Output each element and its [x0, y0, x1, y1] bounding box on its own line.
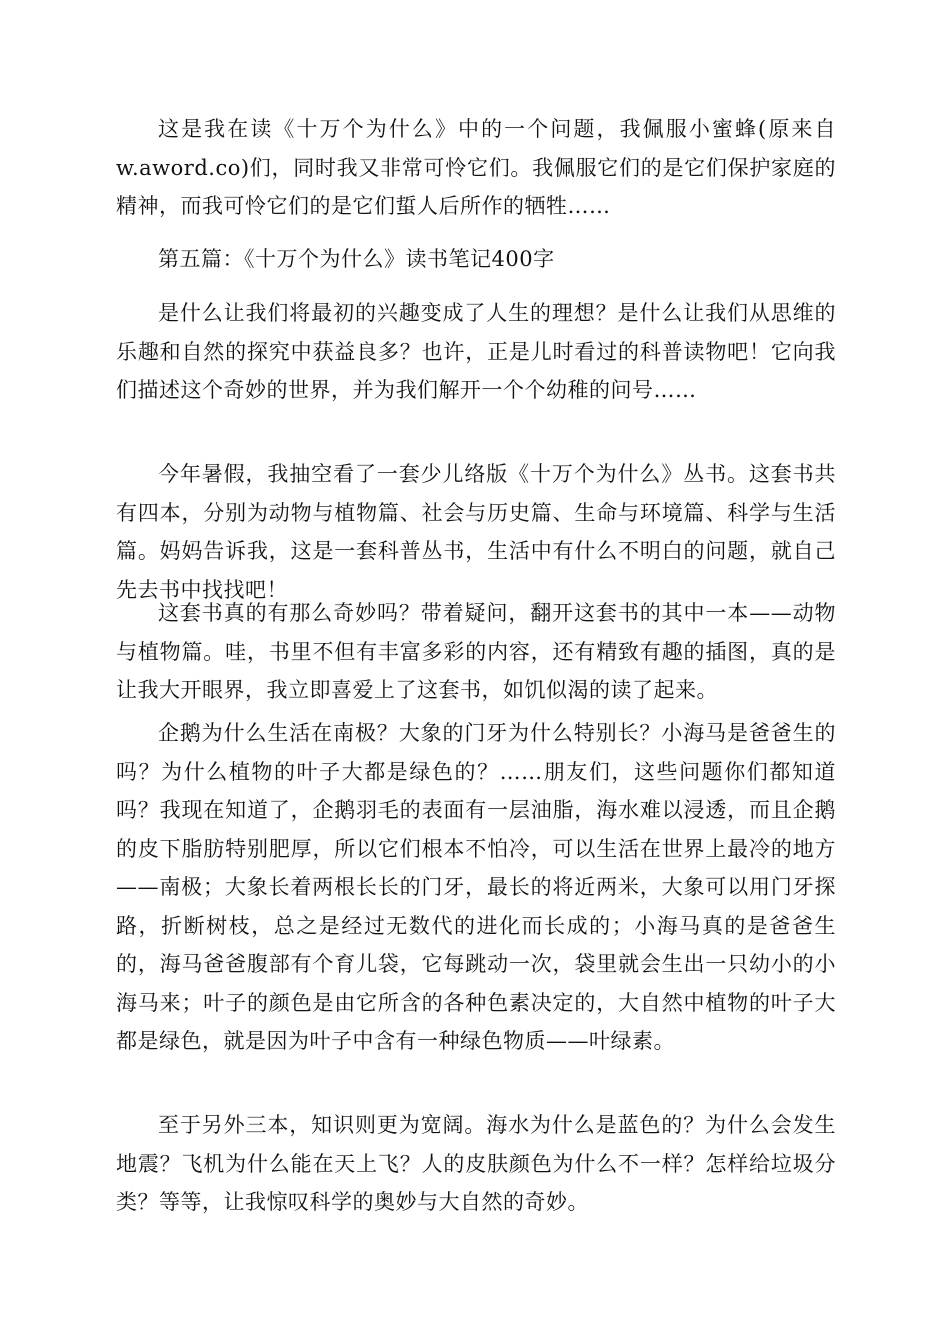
paragraph-other-books: 至于另外三本，知识则更为宽阔。海水为什么是蓝色的？为什么会发生地震？飞机为什么能在天上飞？人的皮肤颜色为什么不一样？怎样给垃圾分类？等等，让我惊叹科学的奥妙与大自然的奇妙。	[116, 1113, 836, 1214]
paragraph-animals-plants: 这套书真的有那么奇妙吗？带着疑问，翻开这套书的其中一本——动物与植物篇。哇，书里不但有丰富多彩的内容，还有精致有趣的插图，真的是让我大开眼界，我立即喜爱上了这套书，如饥似渴的读了起来。	[116, 601, 836, 702]
paragraph-science-interest: 是什么让我们将最初的兴趣变成了人生的理想？是什么让我们从思维的乐趣和自然的探究中获益良多？也许，正是儿时看过的科普读物吧！它向我们描述这个奇妙的世界，并为我们解开一个个幼稚的问号……	[116, 301, 836, 402]
paragraph-summer-reading: 今年暑假，我抽空看了一套少儿络版《十万个为什么》丛书。这套书共有四本，分别为动物与植物篇、社会与历史篇、生命与环境篇、科学与生活篇。妈妈告诉我，这是一套科普丛书，生活中有什么不明白的问题，就自己先去书中找找吧！	[116, 462, 836, 602]
paragraph-bee-intro: 这是我在读《十万个为什么》中的一个问题，我佩服小蜜蜂(原来自w.aword.co)们，同时我又非常可怜它们。我佩服它们的是它们保护家庭的精神，而我可怜它们的是它们蜇人后所作的牺牲……	[116, 117, 836, 218]
section-heading: 第五篇：《十万个为什么》读书笔记400字	[158, 247, 555, 271]
paragraph-questions-answers: 企鹅为什么生活在南极？大象的门牙为什么特别长？小海马是爸爸生的吗？为什么植物的叶子大都是绿色的？……朋友们，这些问题你们都知道吗？我现在知道了，企鹅羽毛的表面有一层油脂，海水难以浸透，而且企鹅的皮下脂肪特别肥厚，所以它们根本不怕冷，可以生活在世界上最冷的地方——南极；大象长着两根长长的门牙，最长的将近两米，大象可以用门牙探路，折断树枝，总之是经过无数代的进化而长成的；小海马真的是爸爸生的，海马爸爸腹部有个育儿袋，它每跳动一次，袋里就会生出一只幼小的小海马来；叶子的颜色是由它所含的各种色素决定的，大自然中植物的叶子大都是绿色，就是因为叶子中含有一种绿色物质——叶绿素。	[116, 721, 836, 1053]
